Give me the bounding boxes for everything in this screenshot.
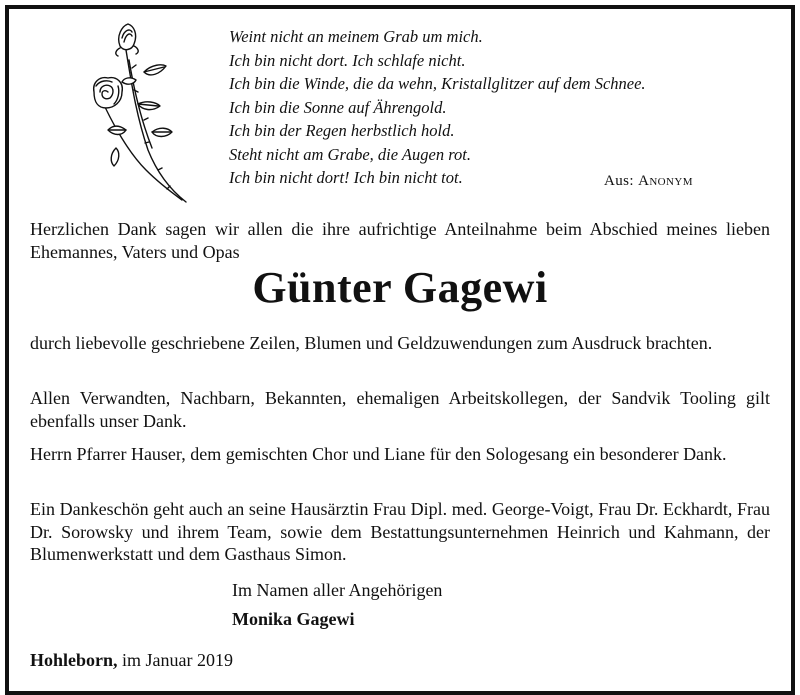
paragraph-3: Herrn Pfarrer Hauser, dem gemischten Chor und Liane für den Sologesang ein besonderer Dank. [30,444,727,464]
poem-line: Ich bin die Sonne auf Ährengold. [229,97,447,117]
paragraph-2: Allen Verwandten, Nachbarn, Bekannten, ehemaligen Arbeitskollegen, der Sandvik Tooling gilt ebenfalls unser Dank. [30,388,770,431]
poem-line: Ich bin nicht dort! Ich bin nicht tot. [229,168,463,187]
poem-line: Ich bin nicht dort. Ich schlafe nicht. [229,50,466,70]
signature-line: Im Namen aller Angehörigen [232,580,443,600]
poem-source [604,173,693,190]
paragraph-1: durch liebevolle geschriebene Zeilen, Blumen und Geldzuwendungen zum Ausdruck brachten. [30,333,713,353]
signature-name: Monika Gagewi [232,609,355,629]
place-town: Hohleborn, [30,650,118,670]
place-date-text: im Januar 2019 [117,650,233,670]
poem-line: Ich bin der Regen herbstlich hold. [229,121,455,140]
deceased-name: Günter Gagewi [252,263,548,312]
place-date [30,650,233,671]
poem-line: Ich bin die Winde, die da wehn, Kristallglitzer auf dem Schnee. [229,74,646,93]
poem-line: Steht nicht am Grabe, die Augen rot. [229,144,471,164]
poem-source-prefix: Aus: [604,173,639,189]
intro-text: Herzlichen Dank sagen wir allen die ihre aufrichtige Anteilnahme beim Abschied meines lieben Ehemannes, Vaters und Opas [30,219,770,262]
poem-line: Weint nicht an meinem Grab um mich. [229,27,483,46]
poem [229,25,739,190]
rose-illustration [86,20,196,210]
poem-source-name: Anonym [638,173,693,189]
paragraph-4: Ein Dankeschön geht auch an seine Hausärztin Frau Dipl. med. George-Voigt, Frau Dr. Eckhardt, Frau Dr. Sorowsky und ihrem Team, sowie dem Bestattungsunternehmen Heinrich und Kahmann, der Blumenwerkstatt und dem Gasthaus Simon. [30,499,770,564]
